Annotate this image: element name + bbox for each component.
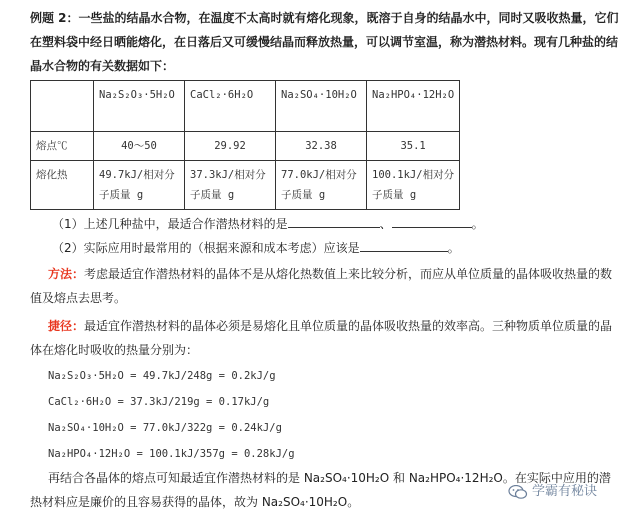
calc-line: Na₂HPO₄·12H₂O = 100.1kJ/357g = 0.28kJ/g <box>48 448 295 460</box>
salt-data-table <box>30 80 460 210</box>
answer-blank <box>288 213 380 228</box>
answer-blank <box>392 213 472 228</box>
table-cell: 35.1 <box>367 132 460 161</box>
question-2-text: （2）实际应用时最常用的（根据来源和成本考虑）应该是 <box>52 241 360 255</box>
question-1-separator: 、 <box>379 217 392 231</box>
shortcut-label: 捷径： <box>48 319 85 333</box>
method-label: 方法： <box>48 267 85 281</box>
table-header-cell <box>31 81 94 132</box>
table-cell: 100.1kJ/相对分子质量 g <box>367 161 460 210</box>
table-row-melting-point <box>31 132 460 161</box>
calc-line: Na₂SO₄·10H₂O = 77.0kJ/322g = 0.24kJ/g <box>48 422 282 434</box>
row-label-melting-point: 熔点℃ <box>31 132 94 161</box>
table-header-cell: Na₂HPO₄·12H₂O <box>367 81 460 132</box>
table-header-cell: Na₂S₂O₃·5H₂O <box>94 81 185 132</box>
table-cell: 37.3kJ/相对分子质量 g <box>185 161 276 210</box>
example-label: 例题 2： <box>30 11 79 25</box>
question-1 <box>52 212 484 236</box>
table-cell: 40～50 <box>94 132 185 161</box>
table-row-heat-of-fusion <box>31 161 460 210</box>
table-header-cell: CaCl₂·6H₂O <box>185 81 276 132</box>
method-paragraph <box>30 262 622 310</box>
table-header-cell: Na₂SO₄·10H₂O <box>276 81 367 132</box>
wechat-icon <box>508 485 528 499</box>
watermark <box>508 480 597 499</box>
question-2-end: 。 <box>447 241 460 255</box>
calc-line: CaCl₂·6H₂O = 37.3kJ/219g = 0.17kJ/g <box>48 396 270 408</box>
shortcut-paragraph <box>30 314 622 362</box>
table-header-row <box>31 81 460 132</box>
conclusion-text: 再结合各晶体的熔点可知最适宜作潜热材料的是 Na₂SO₄·10H₂O 和 Na₂HPO₄·12H₂O。在实际中应用的潜热材料应是廉价的且容易获得的晶体，故为 Na₂SO₄·10H₂O。 <box>30 471 611 509</box>
table-cell: 77.0kJ/相对分子质量 g <box>276 161 367 210</box>
table-cell: 29.92 <box>185 132 276 161</box>
question-2 <box>52 236 460 260</box>
question-1-text: （1）上述几种盐中，最适合作潜热材料的是 <box>52 217 288 231</box>
calc-line: Na₂S₂O₃·5H₂O = 49.7kJ/248g = 0.2kJ/g <box>48 370 276 382</box>
shortcut-text: 最适宜作潜热材料的晶体必须是易熔化且单位质量的晶体吸收热量的效率高。三种物质单位质量的晶体在熔化时吸收的热量分别为： <box>30 319 613 357</box>
answer-blank <box>360 237 448 252</box>
table-cell: 49.7kJ/相对分子质量 g <box>94 161 185 210</box>
table-cell: 32.38 <box>276 132 367 161</box>
example-text: 一些盐的结晶水合物，在温度不太高时就有熔化现象，既溶于自身的结晶水中，同时又吸收热量，它们在塑料袋中经日晒能熔化，在日落后又可缓慢结晶而释放热量，可以调节室温，称为潜热材料。现有几种盐的结晶水合物的有关数据如下： <box>30 11 619 73</box>
row-label-heat-of-fusion: 熔化热 <box>31 161 94 210</box>
example-paragraph <box>30 6 622 78</box>
watermark-text: 学霸有秘诀 <box>532 484 598 499</box>
method-text: 考虑最适宜作潜热材料的晶体不是从熔化热数值上来比较分析，而应从单位质量的晶体吸收热量的数值及熔点去思考。 <box>30 267 613 305</box>
question-1-end: 。 <box>471 217 484 231</box>
